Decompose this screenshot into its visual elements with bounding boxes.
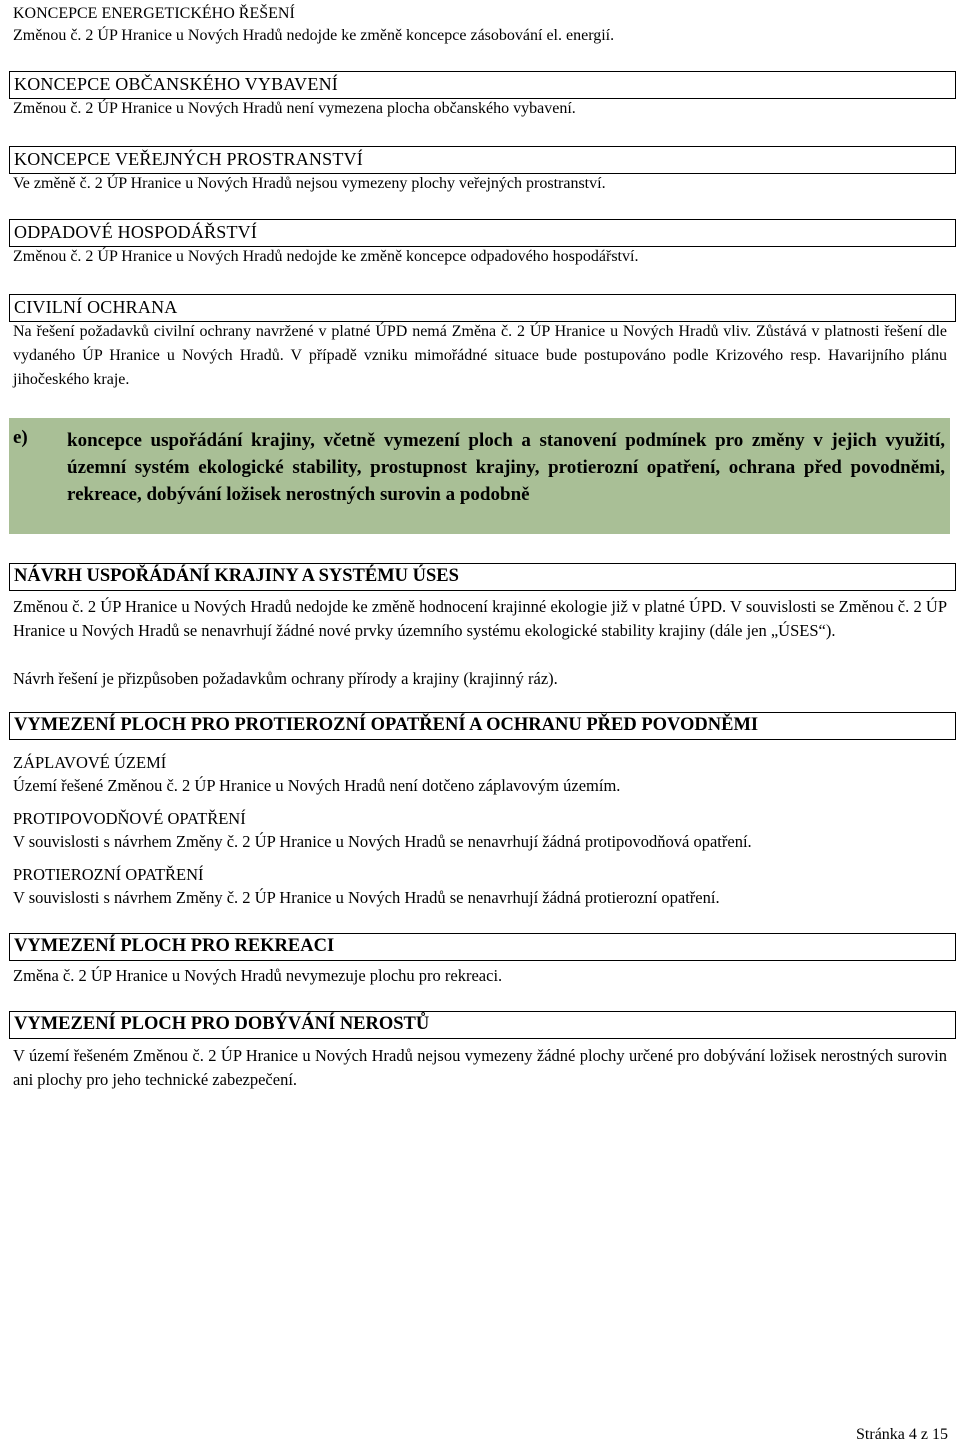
public-spaces-heading: KONCEPCE VEŘEJNÝCH PROSTRANSTVÍ <box>9 146 956 174</box>
civic-heading: KONCEPCE OBČANSKÉHO VYBAVENÍ <box>9 71 956 99</box>
civil-protection-text: Na řešení požadavků civilní ochrany navržené v platné ÚPD nemá Změna č. 2 ÚP Hranice u Nových Hradů vliv. Zůstává v platnosti řešení dle vydaného ÚP Hranice u Nových Hradů. V případě vzniku mimořádné situace bude postupováno podle Krizového resp. Havarijního plánu jihočeského kraje. <box>13 323 947 388</box>
section-e-letter: e) <box>13 427 28 448</box>
landscape-heading: NÁVRH USPOŘÁDÁNÍ KRAJINY A SYSTÉMU ÚSES <box>9 563 956 591</box>
waste-heading: ODPADOVÉ HOSPODÁŘSTVÍ <box>9 219 956 247</box>
landscape-text-1: Změnou č. 2 ÚP Hranice u Nových Hradů nedojde ke změně hodnocení krajinné ekologie již v platné ÚPD. V souvislosti se Změnou č. 2 ÚP Hranice u Nových Hradů se nenavrhují žádné nové prvky územního systému ekologické stability krajiny (dále jen „ÚSES“). <box>13 597 947 640</box>
waste-text: Změnou č. 2 ÚP Hranice u Nových Hradů nedojde ke změně koncepce odpadového hospodářství. <box>13 248 639 265</box>
mining-text: V území řešeném Změnou č. 2 ÚP Hranice u Nových Hradů nejsou vymezeny žádné plochy určené pro dobývání ložisek nerostných surovin ani plochy pro jeho technické zabezpečení. <box>13 1046 947 1089</box>
landscape-text-2: Návrh řešení je přizpůsoben požadavkům ochrany přírody a krajiny (krajinný ráz). <box>13 669 558 688</box>
page-number: Stránka 4 z 15 <box>856 1426 948 1443</box>
erosion-label: PROTIEROZNÍ OPATŘENÍ <box>13 865 204 884</box>
energy-text: Změnou č. 2 ÚP Hranice u Nových Hradů nedojde ke změně koncepce zásobování el. energií. <box>13 27 615 44</box>
flood-heading: VYMEZENÍ PLOCH PRO PROTIEROZNÍ OPATŘENÍ A OCHRANU PŘED POVODNĚMI <box>9 712 956 740</box>
flood-protection-label: PROTIPOVODŇOVÉ OPATŘENÍ <box>13 809 246 828</box>
public-spaces-text: Ve změně č. 2 ÚP Hranice u Nových Hradů nejsou vymezeny plochy veřejných prostranství. <box>13 175 606 192</box>
energy-heading: KONCEPCE ENERGETICKÉHO ŘEŠENÍ <box>13 5 295 22</box>
flood-zone-label: ZÁPLAVOVÉ ÚZEMÍ <box>13 753 167 772</box>
section-e-title: koncepce uspořádání krajiny, včetně vymezení ploch a stanovení podmínek pro změny v jejich využití, územní systém ekologické stability, prostupnost krajiny, protierozní opatření, ochrana před povodněmi, rekreace, dobývání ložisek nerostných surovin a podobně <box>67 430 945 505</box>
civil-protection-heading: CIVILNÍ OCHRANA <box>9 294 956 322</box>
flood-protection-text: V souvislosti s návrhem Změny č. 2 ÚP Hranice u Nových Hradů se nenavrhují žádná protipovodňová opatření. <box>13 832 752 851</box>
mining-heading: VYMEZENÍ PLOCH PRO DOBÝVÁNÍ NEROSTŮ <box>9 1011 956 1039</box>
recreation-heading: VYMEZENÍ PLOCH PRO REKREACI <box>9 933 956 961</box>
flood-zone-text: Území řešené Změnou č. 2 ÚP Hranice u Nových Hradů není dotčeno záplavovým územím. <box>13 776 621 795</box>
civic-text: Změnou č. 2 ÚP Hranice u Nových Hradů není vymezena plocha občanského vybavení. <box>13 100 576 117</box>
section-e-banner <box>9 418 950 534</box>
erosion-text: V souvislosti s návrhem Změny č. 2 ÚP Hranice u Nových Hradů se nenavrhují žádná protierozní opatření. <box>13 888 720 907</box>
recreation-text: Změna č. 2 ÚP Hranice u Nových Hradů nevymezuje plochu pro rekreaci. <box>13 966 503 985</box>
